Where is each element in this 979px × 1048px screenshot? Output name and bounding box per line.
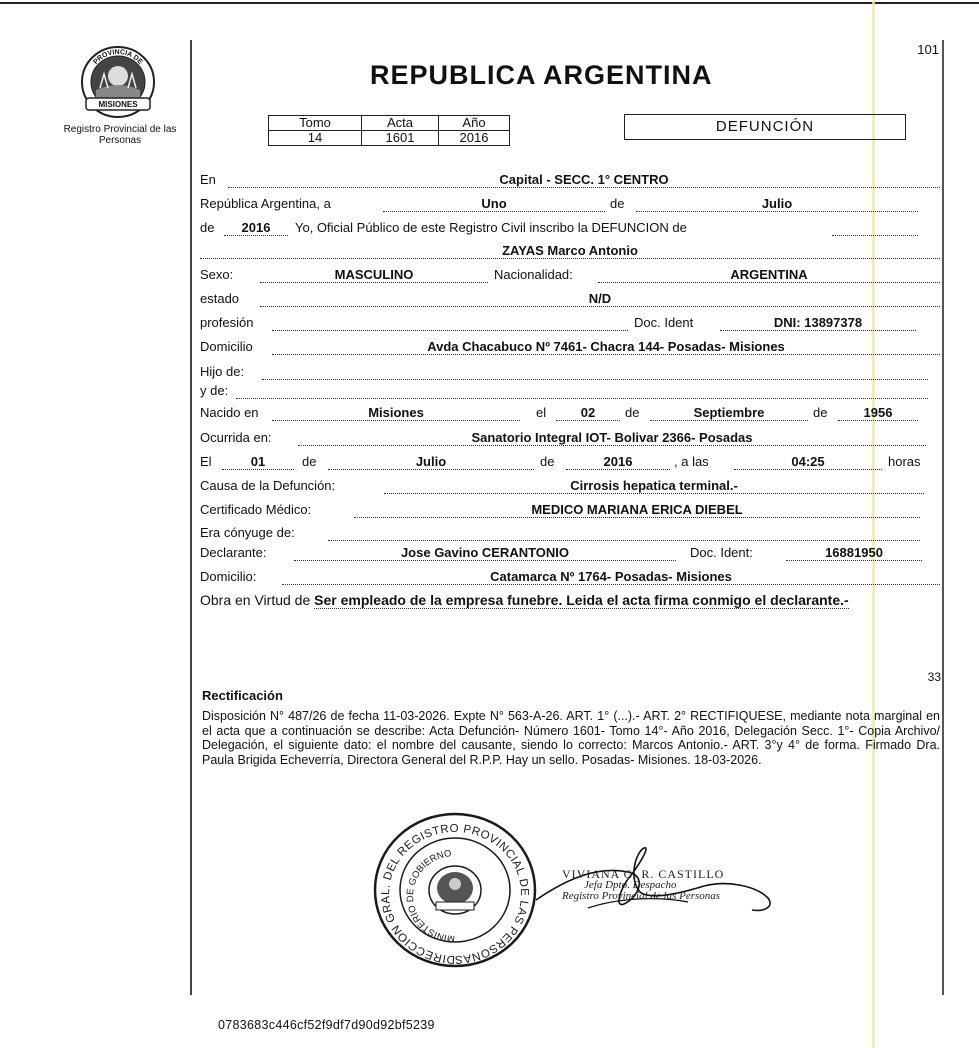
nacido-value: Misiones xyxy=(272,405,520,421)
right-margin-line xyxy=(942,40,944,995)
row-en xyxy=(200,172,940,192)
nacido-label: Nacido en xyxy=(200,405,259,420)
de4-label: de xyxy=(813,405,828,420)
act-type-box: DEFUNCIÓN xyxy=(624,114,906,140)
row-hijo xyxy=(200,364,940,384)
death-day: 01 xyxy=(222,454,294,470)
doc-value: DNI: 13897378 xyxy=(720,315,916,331)
left-margin-line xyxy=(190,40,192,995)
hijo-label: Hijo de: xyxy=(200,364,245,379)
header-acta: Acta xyxy=(362,116,439,131)
declarante-label: Declarante: xyxy=(200,545,267,560)
birth-month: Septiembre xyxy=(650,405,808,421)
causa-value: Cirrosis hepatica terminal.- xyxy=(384,478,924,494)
de-label: de xyxy=(610,196,625,211)
doc-label: Doc. Ident xyxy=(634,315,694,330)
de3-label: de xyxy=(625,405,640,420)
ocurrida-label: Ocurrida en: xyxy=(200,430,272,445)
rectificacion-text: Disposición N° 487/26 de fecha 11-03-2026. Expte N° 563-A-26. ART. 1° (...).- ART. 2° RECTIFIQUESE, mediante nota marginal en el acta que a continuación se describe: Acta Defunción- Número 1601- Tomo 14°- Año 2016, Delegación Secc. 1°- Copia Archivo/ Delegación, el siguiente dato: el nombre del causante, siendo lo correcto: Marcos Antonio.- ART. 3°y 4° de forma. Firmado Dra. Paula Brigida Echeverría, Directora General del R.P.P. Hay un sello. Posadas- Misiones. 18-03-2026. xyxy=(202,709,940,767)
death-year: 2016 xyxy=(566,454,670,470)
misiones-coat-of-arms-logo xyxy=(78,44,158,120)
signer-name: VIVIANA G. R. CASTILLO xyxy=(562,867,725,881)
page-title: REPUBLICA ARGENTINA xyxy=(370,60,713,90)
row-yde xyxy=(200,383,940,403)
row-nacido xyxy=(200,405,940,425)
logo-top-text: PROVINCIA DE xyxy=(92,48,144,66)
nacionalidad-label: Nacionalidad: xyxy=(494,267,573,282)
birth-year: 1956 xyxy=(838,405,918,421)
signer-role: Jefa Dpto. Despacho xyxy=(584,879,677,891)
birth-day: 02 xyxy=(556,405,620,421)
officer-text: Yo, Oficial Público de este Registro Civil inscribo la DEFUNCION de xyxy=(295,220,687,235)
doc2-value: 16881950 xyxy=(786,545,922,561)
conyuge-value xyxy=(328,525,920,541)
month-value: Julio xyxy=(636,196,918,212)
deceased-name: ZAYAS Marco Antonio xyxy=(200,243,940,259)
de5-label: de xyxy=(302,454,317,469)
row-domicilio2 xyxy=(200,569,940,589)
alas-label: , a las xyxy=(674,454,709,469)
de2-label: de xyxy=(200,220,215,235)
estado-value: N/D xyxy=(260,291,940,307)
obra-value: Ser empleado de la empresa funebre. Leida el acta firma conmigo el declarante.- xyxy=(314,592,849,608)
row-date xyxy=(200,196,940,216)
row-obra xyxy=(200,592,940,609)
row-sexo xyxy=(200,267,940,287)
row-certificado xyxy=(200,502,940,522)
row-causa xyxy=(200,478,940,498)
stamp-outer-text: DIRECCION GRAL. DEL REGISTRO PROVINCIAL DE LAS PERSONAS xyxy=(379,822,531,966)
doc2-label: Doc. Ident: xyxy=(690,545,753,560)
side-number: 33 xyxy=(927,670,941,684)
rectificacion-title: Rectificación xyxy=(202,688,283,703)
stamp-crest-icon xyxy=(429,866,481,914)
conyuge-label: Era cónyuge de: xyxy=(200,525,295,540)
sexo-value: MASCULINO xyxy=(260,267,488,283)
certificado-value: MEDICO MARIANA ERICA DIEBEL xyxy=(354,502,920,518)
yde-label: y de: xyxy=(200,383,229,398)
registry-label: Registro Provincial de las Personas xyxy=(63,124,177,146)
value-acta: 1601 xyxy=(362,131,439,146)
republica-label: República Argentina, a xyxy=(200,196,331,211)
hijo-value xyxy=(262,364,928,380)
el2-label: El xyxy=(200,454,212,469)
registry-table xyxy=(268,115,510,146)
row-declarante xyxy=(200,545,940,565)
sexo-label: Sexo: xyxy=(200,267,234,282)
domicilio-value: Avda Chacabuco Nº 7461- Chacra 144- Posadas- Misiones xyxy=(272,339,940,355)
value-ano: 2016 xyxy=(439,131,510,146)
profesion-label: profesión xyxy=(200,315,254,330)
row-death-date xyxy=(200,454,940,474)
day-value: Uno xyxy=(383,196,605,212)
nacionalidad-value: ARGENTINA xyxy=(598,267,940,283)
header-tomo: Tomo xyxy=(269,116,362,131)
death-time: 04:25 xyxy=(734,454,882,470)
row-ocurrida xyxy=(200,430,940,450)
causa-label: Causa de la Defunción: xyxy=(200,478,336,493)
en-value: Capital - SECC. 1° CENTRO xyxy=(228,172,940,188)
ocurrida-value: Sanatorio Integral IOT- Bolivar 2366- Posadas xyxy=(298,430,926,446)
estado-label: estado xyxy=(200,291,240,306)
en-label: En xyxy=(200,172,216,187)
yde-value xyxy=(236,383,928,399)
row-estado xyxy=(200,291,940,311)
domicilio2-value: Catamarca Nº 1764- Posadas- Misiones xyxy=(282,569,940,585)
document-hash: 0783683c446cf52f9df7d90d92bf5239 xyxy=(218,1018,435,1032)
yellow-highlight-mark xyxy=(872,0,875,1048)
el-label: el xyxy=(536,405,547,420)
row-name xyxy=(200,243,940,263)
obra-label: Obra en Virtud de xyxy=(200,592,311,608)
value-tomo: 14 xyxy=(269,131,362,146)
domicilio-label: Domicilio xyxy=(200,339,253,354)
de6-label: de xyxy=(540,454,555,469)
declarante-value: Jose Gavino CERANTONIO xyxy=(294,545,676,561)
row-profesion xyxy=(200,315,940,335)
header-ano: Año xyxy=(439,116,510,131)
signer-office: Registro Provincial de las Personas xyxy=(562,890,721,902)
row-conyuge xyxy=(200,525,940,545)
horas-label: horas xyxy=(888,454,921,469)
officer-blank xyxy=(832,220,918,236)
page-number: 101 xyxy=(917,42,939,57)
row-year xyxy=(200,220,940,240)
certificado-label: Certificado Médico: xyxy=(200,502,312,517)
logo-bottom-text: MISIONES xyxy=(98,100,138,109)
signature-block xyxy=(562,869,724,902)
official-stamp xyxy=(366,806,544,972)
year-value: 2016 xyxy=(224,220,288,236)
domicilio2-label: Domicilio: xyxy=(200,569,257,584)
profesion-value xyxy=(272,315,628,331)
row-domicilio xyxy=(200,339,940,359)
death-month: Julio xyxy=(328,454,534,470)
stamp-inner-text: MINISTERIO DE GOBIERNO xyxy=(404,848,456,945)
top-border-line xyxy=(0,2,979,4)
